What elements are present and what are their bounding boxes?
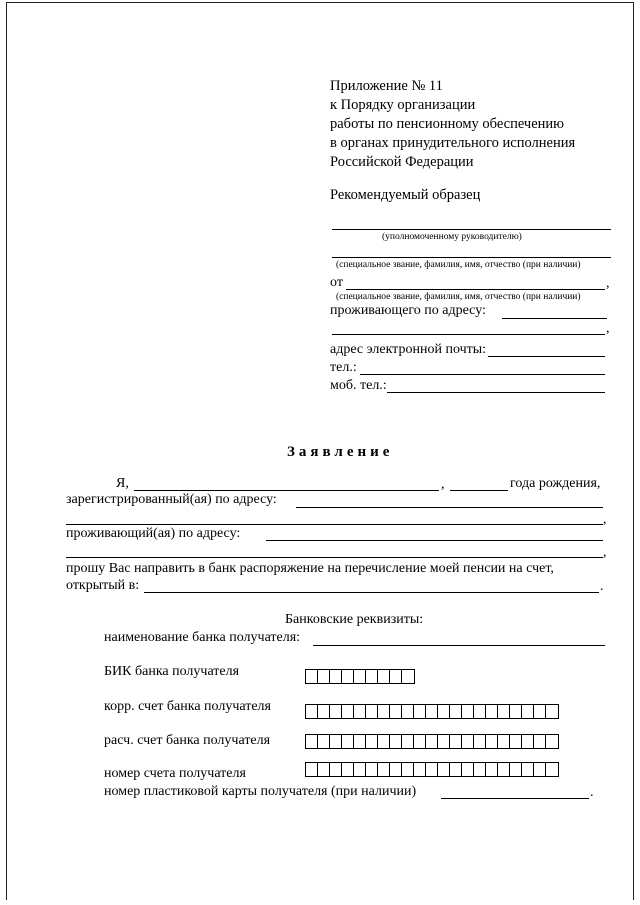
phone-line[interactable] [360, 374, 605, 375]
digit-box[interactable] [378, 763, 390, 776]
digit-box[interactable] [306, 735, 318, 748]
rank-line[interactable] [332, 257, 611, 258]
birth-year-line[interactable] [450, 490, 508, 491]
digit-box[interactable] [450, 735, 462, 748]
digit-box[interactable] [486, 705, 498, 718]
corr-boxes[interactable] [305, 704, 559, 719]
bik-boxes[interactable] [305, 669, 415, 684]
statement-title: Заявление [287, 444, 394, 460]
digit-box[interactable] [522, 763, 534, 776]
digit-box[interactable] [486, 735, 498, 748]
digit-box[interactable] [378, 735, 390, 748]
digit-box[interactable] [354, 705, 366, 718]
account-label: номер счета получателя [104, 766, 246, 781]
digit-box[interactable] [510, 735, 522, 748]
residing-comma: , [606, 321, 610, 336]
appendix-line: работы по пенсионному обеспечению [330, 116, 564, 132]
digit-box[interactable] [414, 735, 426, 748]
digit-box[interactable] [330, 763, 342, 776]
card-label: номер пластиковой карты получателя (при наличии) [104, 784, 417, 799]
digit-box[interactable] [354, 670, 366, 683]
digit-box[interactable] [546, 705, 558, 718]
digit-box[interactable] [534, 705, 546, 718]
registered-line[interactable] [296, 507, 603, 508]
bank-name-label: наименование банка получателя: [104, 630, 301, 645]
digit-box[interactable] [546, 735, 558, 748]
digit-box[interactable] [426, 705, 438, 718]
digit-box[interactable] [414, 705, 426, 718]
digit-box[interactable] [426, 763, 438, 776]
sample-label: Рекомендуемый образец [330, 187, 481, 203]
digit-box[interactable] [306, 763, 318, 776]
from-comma: , [606, 276, 610, 291]
digit-box[interactable] [402, 670, 414, 683]
opened-in-label: открытый в: [66, 578, 140, 593]
digit-box[interactable] [402, 735, 414, 748]
appendix-line: Приложение № 11 [330, 78, 443, 94]
digit-box[interactable] [450, 705, 462, 718]
appendix-line: в органах принудительного исполнения [330, 135, 576, 151]
appendix-line: к Порядку организации [330, 97, 476, 113]
bank-heading: Банковские реквизиты: [285, 612, 424, 627]
digit-box[interactable] [318, 763, 330, 776]
digit-box[interactable] [426, 735, 438, 748]
residing-address-comma: , [603, 545, 607, 560]
digit-box[interactable] [450, 763, 462, 776]
digit-box[interactable] [474, 735, 486, 748]
i-label: Я, [116, 476, 129, 491]
digit-box[interactable] [342, 735, 354, 748]
digit-box[interactable] [438, 735, 450, 748]
phone-label: тел.: [330, 360, 357, 375]
digit-box[interactable] [306, 670, 318, 683]
email-label: адрес электронной почты: [330, 342, 487, 357]
account-boxes[interactable] [305, 762, 559, 777]
digit-box[interactable] [330, 735, 342, 748]
digit-box[interactable] [498, 735, 510, 748]
digit-box[interactable] [486, 763, 498, 776]
residing-label: проживающего по адресу: [330, 303, 486, 318]
from-label: от [330, 275, 343, 290]
digit-box[interactable] [462, 763, 474, 776]
digit-box[interactable] [366, 735, 378, 748]
residing-line[interactable] [502, 318, 607, 319]
digit-box[interactable] [402, 705, 414, 718]
opened-in-period: . [600, 579, 604, 594]
settlement-label: расч. счет банка получателя [104, 733, 271, 748]
residing-label-2: проживающий(ая) по адресу: [66, 526, 241, 541]
digit-box[interactable] [462, 705, 474, 718]
head-line[interactable] [332, 229, 611, 230]
appendix-line: Российской Федерации [330, 154, 474, 170]
digit-box[interactable] [354, 763, 366, 776]
digit-box[interactable] [522, 735, 534, 748]
bik-label: БИК банка получателя [104, 664, 240, 679]
digit-box[interactable] [522, 705, 534, 718]
digit-box[interactable] [318, 735, 330, 748]
digit-box[interactable] [378, 705, 390, 718]
digit-box[interactable] [462, 735, 474, 748]
digit-box[interactable] [318, 670, 330, 683]
digit-box[interactable] [342, 705, 354, 718]
digit-box[interactable] [438, 763, 450, 776]
corr-label: корр. счет банка получателя [104, 699, 271, 714]
name-line[interactable] [134, 490, 439, 491]
birth-year-label: года рождения, [510, 476, 601, 491]
bank-name-line[interactable] [313, 645, 605, 646]
digit-box[interactable] [498, 705, 510, 718]
digit-box[interactable] [474, 705, 486, 718]
mobile-label: моб. тел.: [330, 378, 387, 393]
digit-box[interactable] [366, 763, 378, 776]
hint-head: (уполномоченному руководителю) [382, 232, 522, 242]
residing-line-2[interactable] [332, 334, 605, 335]
digit-box[interactable] [342, 670, 354, 683]
request-text: прошу Вас направить в банк распоряжение на перечисление моей пенсии на счет, [66, 561, 554, 576]
digit-box[interactable] [330, 670, 342, 683]
residing-address-line[interactable] [266, 540, 603, 541]
hint-rank: (специальное звание, фамилия, имя, отчество (при наличии) [336, 260, 581, 270]
from-line[interactable] [346, 289, 605, 290]
registered-line-2[interactable] [66, 524, 603, 525]
digit-box[interactable] [390, 705, 402, 718]
opened-in-line[interactable] [144, 592, 599, 593]
digit-box[interactable] [414, 763, 426, 776]
digit-box[interactable] [510, 705, 522, 718]
digit-box[interactable] [366, 670, 378, 683]
digit-box[interactable] [378, 670, 390, 683]
card-period: . [590, 785, 594, 800]
digit-box[interactable] [534, 763, 546, 776]
digit-box[interactable] [498, 763, 510, 776]
digit-box[interactable] [510, 763, 522, 776]
card-line[interactable] [441, 798, 589, 799]
settlement-boxes[interactable] [305, 734, 559, 749]
digit-box[interactable] [330, 705, 342, 718]
digit-box[interactable] [534, 735, 546, 748]
digit-box[interactable] [354, 735, 366, 748]
email-line[interactable] [488, 356, 605, 357]
digit-box[interactable] [306, 705, 318, 718]
digit-box[interactable] [342, 763, 354, 776]
name-comma: , [441, 477, 445, 492]
mobile-line[interactable] [387, 392, 605, 393]
registered-comma: , [603, 512, 607, 527]
digit-box[interactable] [390, 735, 402, 748]
digit-box[interactable] [390, 763, 402, 776]
registered-label: зарегистрированный(ая) по адресу: [66, 492, 277, 507]
digit-box[interactable] [546, 763, 558, 776]
digit-box[interactable] [474, 763, 486, 776]
digit-box[interactable] [402, 763, 414, 776]
residing-address-line-2[interactable] [66, 557, 603, 558]
hint-rank2: (специальное звание, фамилия, имя, отчество (при наличии) [336, 292, 581, 302]
digit-box[interactable] [438, 705, 450, 718]
digit-box[interactable] [366, 705, 378, 718]
digit-box[interactable] [390, 670, 402, 683]
digit-box[interactable] [318, 705, 330, 718]
